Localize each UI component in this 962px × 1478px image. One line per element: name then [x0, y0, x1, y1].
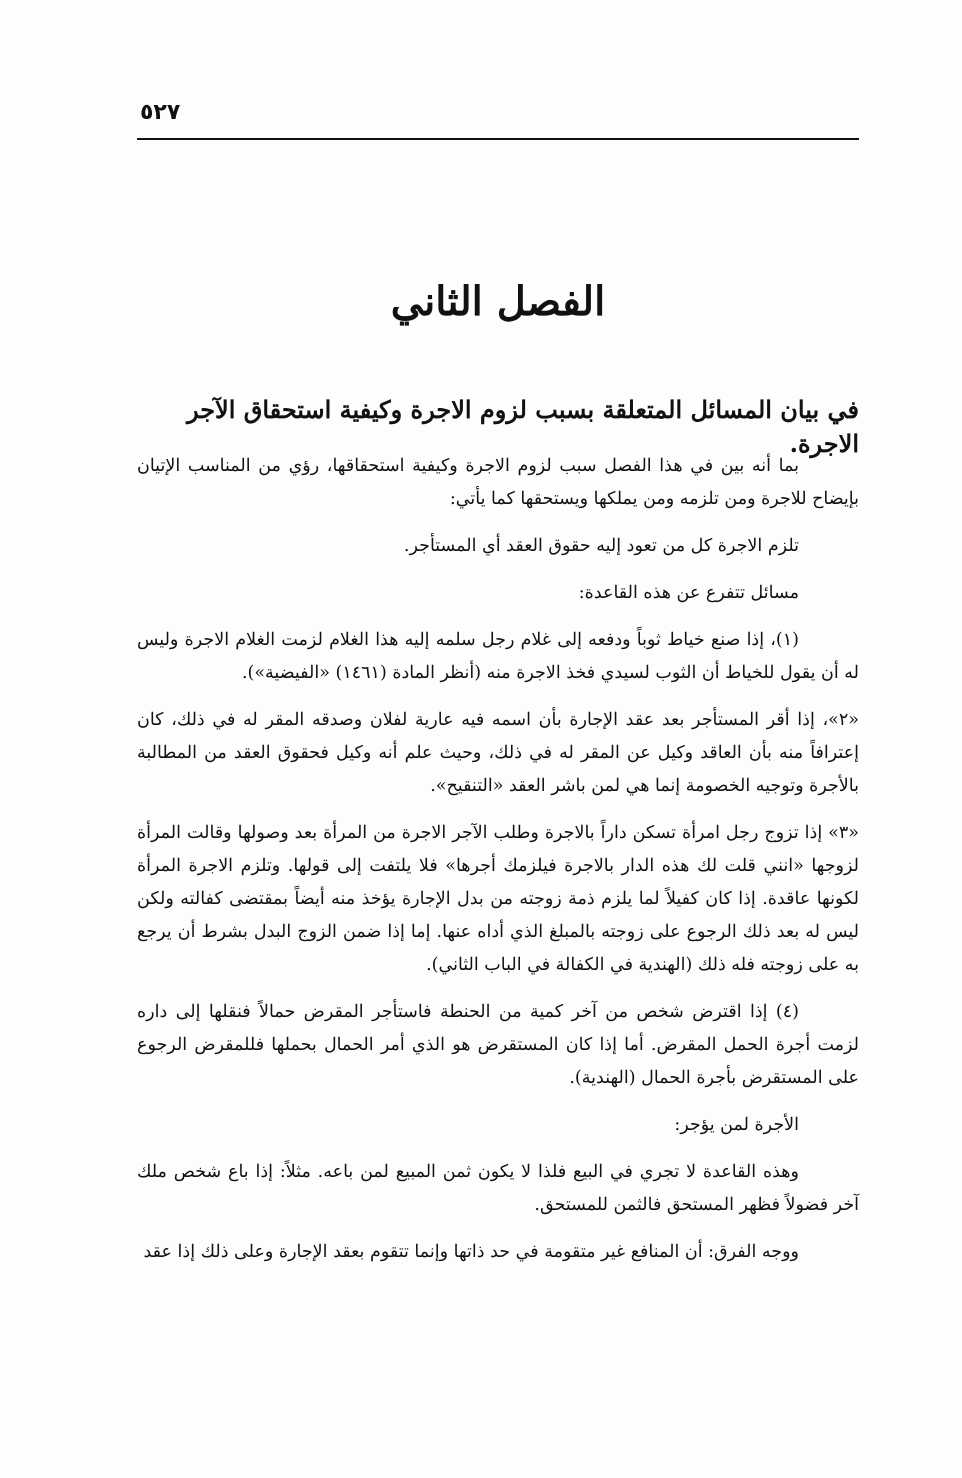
- paragraph: (١)، إذا صنع خياط ثوباً ودفعه إلى غلام رجل سلمه إليه هذا الغلام لزمت الغلام الاجرة وليس له أن يقول للخياط أن الثوب لسيدي فخذ الاجرة منه (أنظر المادة (١٤٦١) «الفيضية»).: [137, 630, 859, 683]
- paragraph: تلزم الاجرة كل من تعود إليه حقوق العقد أي المستأجر.: [403, 536, 799, 556]
- section-heading: في بيان المسائل المتعلقة بسبب لزوم الاجرة وكيفية استحقاق الآجر الاجرة.: [186, 395, 859, 458]
- paragraph: وهذه القاعدة لا تجري في البيع فلذا لا يكون ثمن المبيع لمن باعه. مثلاً: إذا باع شخص ملك آخر فضولاً فظهر المستحق فالثمن للمستحق.: [137, 1162, 859, 1215]
- page-number: ٥٢٧: [140, 100, 181, 125]
- body-text: [137, 450, 859, 1283]
- paragraph: مسائل تتفرع عن هذه القاعدة:: [578, 583, 799, 603]
- chapter-title: الفصل الثاني: [390, 278, 606, 325]
- header-rule: [137, 138, 859, 140]
- paragraph: «٣» إذا تزوج رجل امرأة تسكن داراً بالاجرة وطلب الآجر الاجرة من المرأة بعد وصولها وقالت المرأة لزوجها «انني قلت لك هذه الدار بالاجرة فيلزمك أجرها» فلا يلتفت إلى قولها. وتلزم الاجرة المرأة لكونها عاقدة. إذا كان كفيلاً لما يلزم ذمة زوجته من بدل الإجارة يؤخذ منه أيضاً بمقتضى كفالته ولكن ليس له بعد ذلك الرجوع على زوجته بالمبلغ الذي أداه عنها. إما إذا ضمن الزوج البدل بشرط أن يرجع به على زوجته فله ذلك (الهندية في الكفالة في الباب الثاني).: [137, 823, 859, 975]
- paragraph: «٢»، إذا أقر المستأجر بعد عقد الإجارة بأن اسمه فيه عارية لفلان وصدقه المقر له في ذلك، كان إعترافاً منه بأن العاقد وكيل عن المقر له في ذلك، وحيث علم أنه وكيل فحقوق العقد من المطالبة بالأجرة وتوجيه الخصومة إنما هي لمن باشر العقد «التنقيح».: [137, 710, 859, 796]
- paragraph: الأجرة لمن يؤجر:: [674, 1115, 799, 1135]
- paragraph: ووجه الفرق: أن المنافع غير متقومة في حد ذاتها وإنما تتقوم بعقد الإجارة وعلى ذلك إذا عقد: [143, 1242, 799, 1262]
- paragraph: بما أنه بين في هذا الفصل سبب لزوم الاجرة وكيفية استحقاقها، رؤي من المناسب الإتيان بإيضاح للاجرة ومن تلزمه ومن يملكها ويستحقها كما يأتي:: [137, 456, 859, 509]
- paragraph: (٤) إذا اقترض شخص من آخر كمية من الحنطة فاستأجر المقرض حمالاً فنقلها إلى داره لزمت أجرة الحمل المقرض. أما إذا كان المستقرض هو الذي أمر الحمال بحملها فللمقرض الرجوع على المستقرض بأجرة الحمال (الهندية).: [137, 1002, 859, 1088]
